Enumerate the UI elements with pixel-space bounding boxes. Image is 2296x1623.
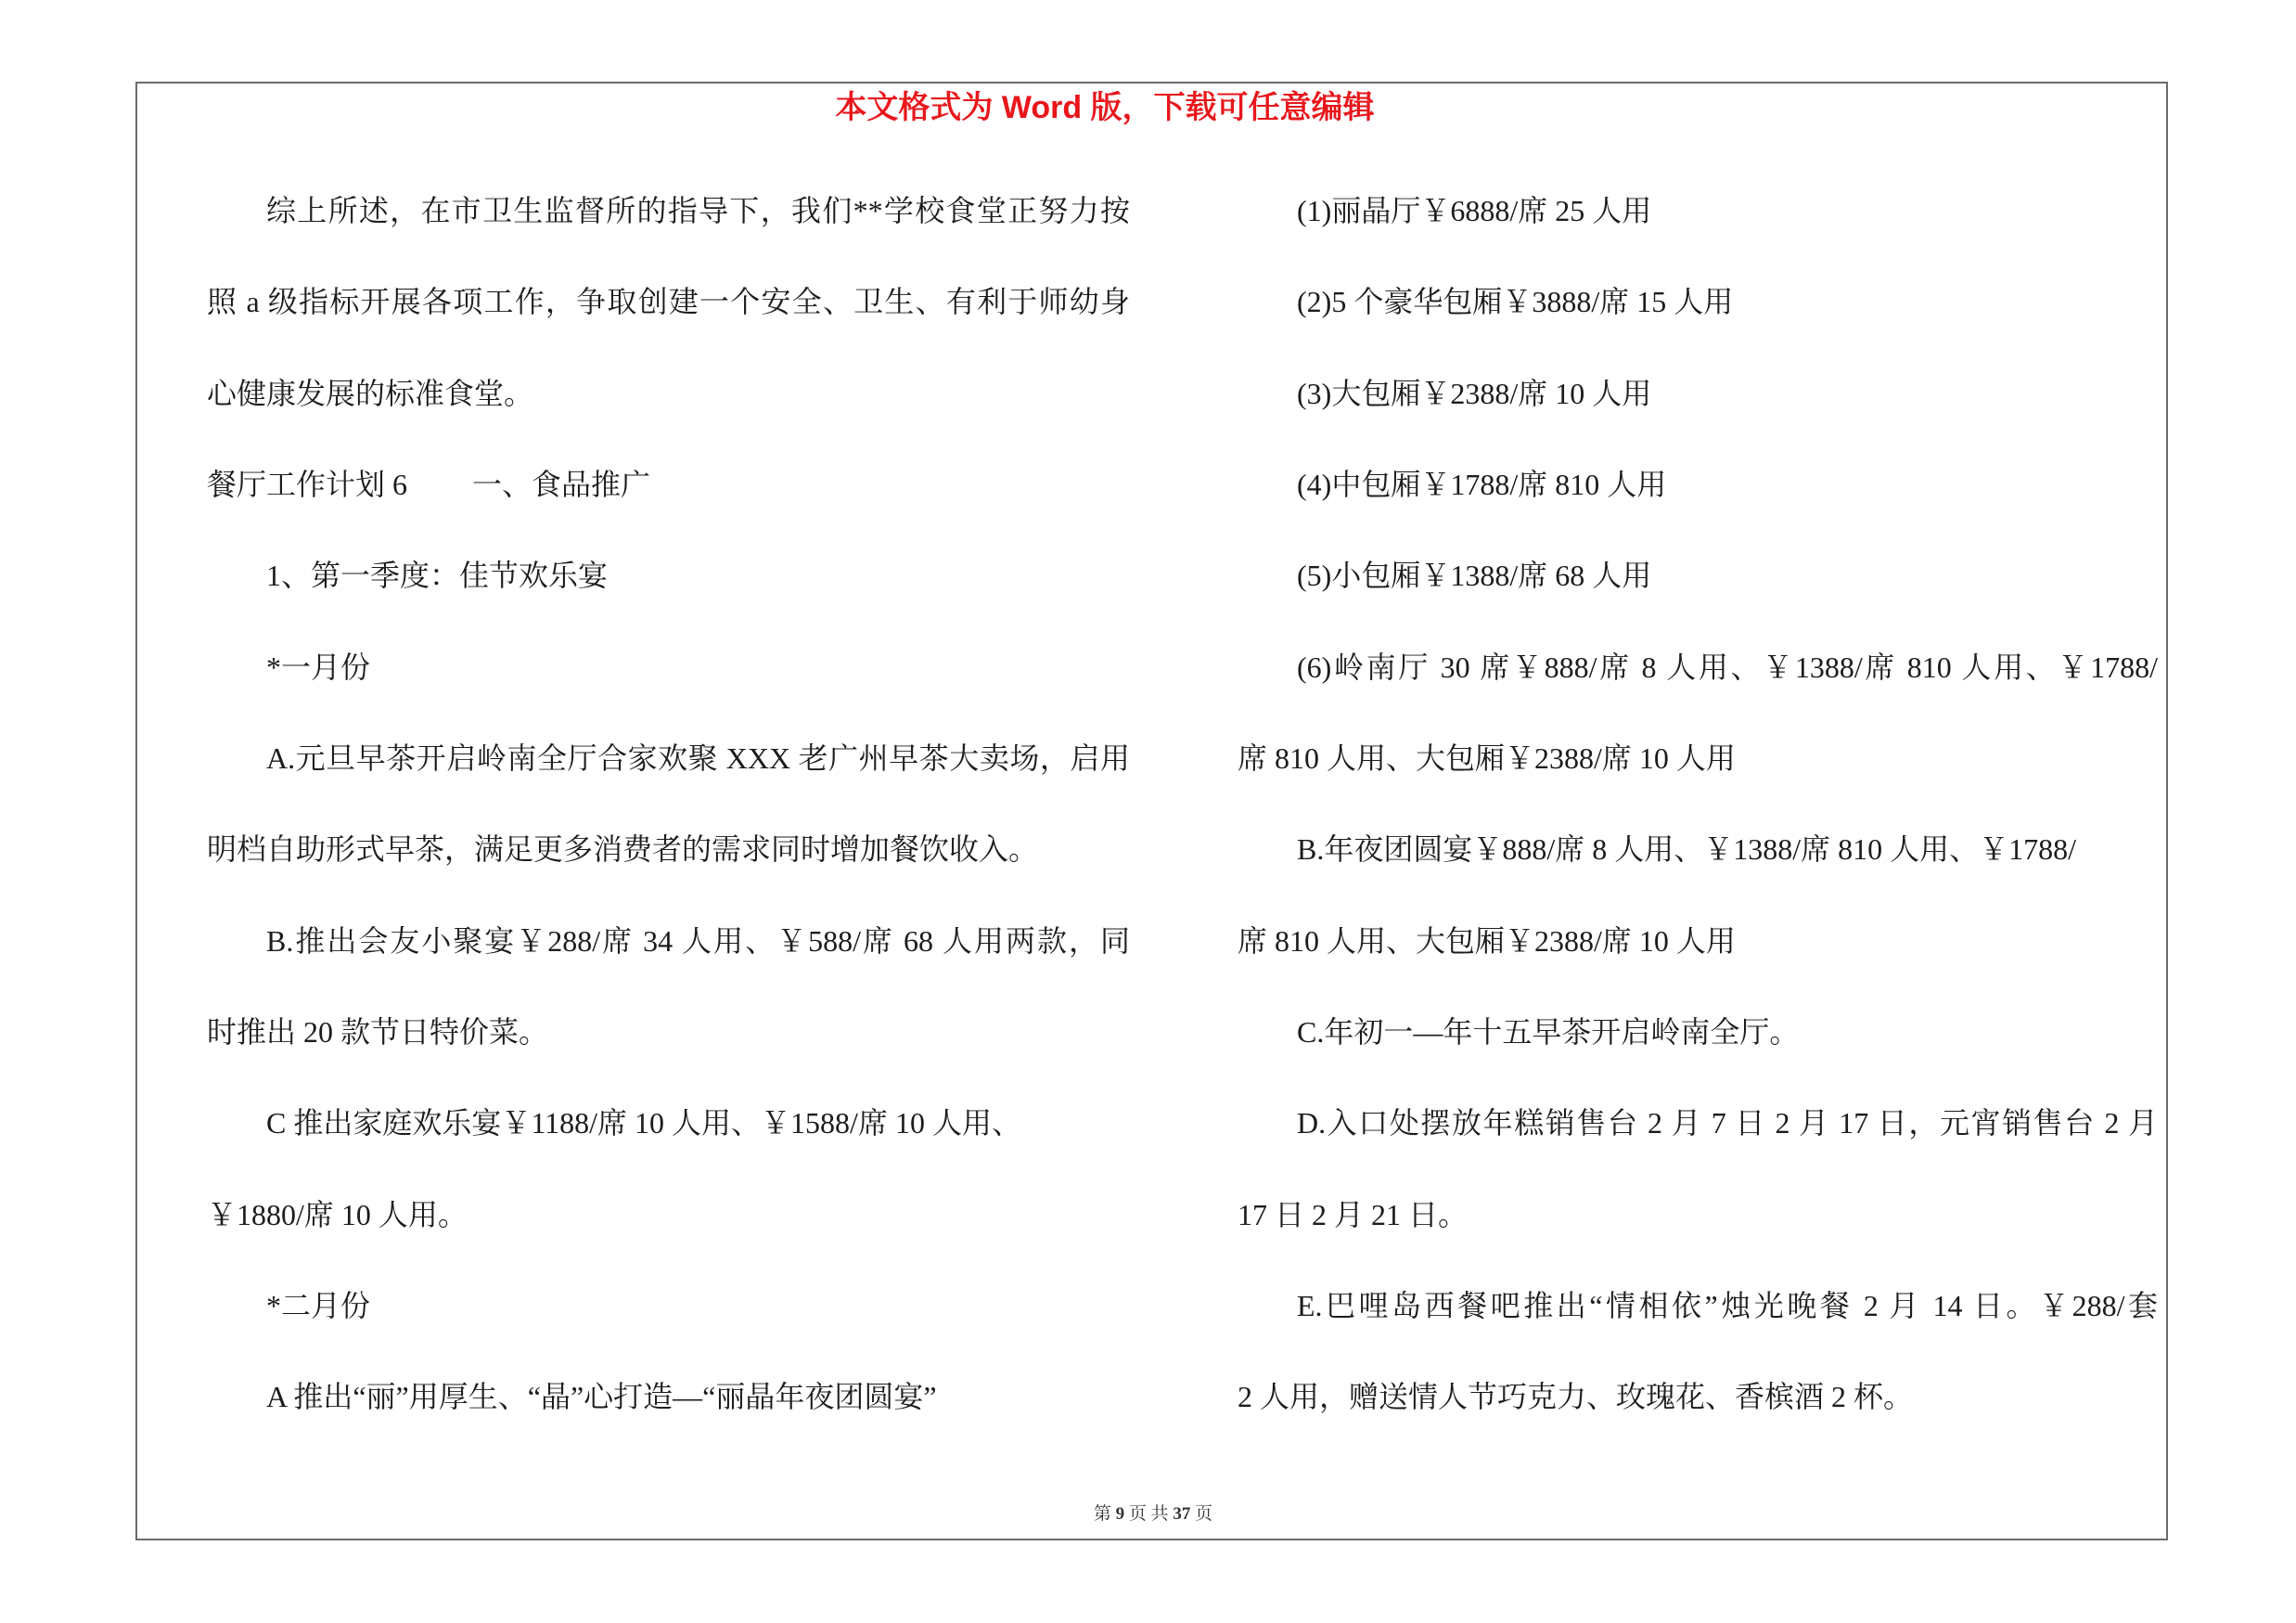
text-line: D.入口处摆放年糕销售台 2 月 7 日 2 月 17 日，元宵销售台 2 月 bbox=[1297, 1106, 2158, 1140]
page-number-prefix: 第 bbox=[1093, 1504, 1111, 1524]
text-line: C 推出家庭欢乐宴￥1188/席 10 人用、￥1588/席 10 人用、 bbox=[266, 1106, 1021, 1140]
text-line: A 推出“丽”用厚生、“晶”心打造—“丽晶年夜团圆宴” bbox=[266, 1380, 937, 1414]
section-title: 餐厅工作计划 6 bbox=[207, 468, 408, 502]
page-number-suffix: 页 bbox=[1195, 1504, 1213, 1524]
text-line: ￥1880/席 10 人用。 bbox=[207, 1197, 468, 1231]
text-line: B.年夜团圆宴￥888/席 8 人用、￥1388/席 810 人用、￥1788/ bbox=[1297, 832, 2077, 867]
text-line: (4)中包厢￥1788/席 810 人用 bbox=[1297, 468, 1667, 502]
text-line: (1)丽晶厅￥6888/席 25 人用 bbox=[1297, 194, 1652, 227]
text-line: 明档自助形式早茶，满足更多消费者的需求同时增加餐饮收入。 bbox=[207, 832, 1039, 867]
text-line: C.年初一—年十五早茶开启岭南全厅。 bbox=[1297, 1015, 1800, 1050]
section-title-line bbox=[207, 439, 1130, 530]
left-column bbox=[207, 165, 1130, 1443]
text-line: A.元旦早茶开启岭南全厅合家欢聚 XXX 老广州早茶大卖场，启用 bbox=[266, 741, 1130, 776]
total-pages: 37 bbox=[1173, 1504, 1191, 1524]
text-line: 综上所述，在市卫生监督所的指导下，我们**学校食堂正努力按 bbox=[266, 194, 1130, 227]
text-line: 1、第一季度：佳节欢乐宴 bbox=[266, 559, 609, 593]
text-line: 席 810 人用、大包厢￥2388/席 10 人用 bbox=[1238, 741, 1736, 776]
format-notice: 本文格式为 Word 版，下载可任意编辑 bbox=[835, 90, 1375, 125]
text-line: E.巴哩岛西餐吧推出“情相依”烛光晚餐 2 月 14 日。￥288/套 bbox=[1297, 1289, 2158, 1323]
text-line: 照 a 级指标开展各项工作，争取创建一个安全、卫生、有利于师幼身 bbox=[207, 285, 1130, 319]
text-line: 2 人用，赠送情人节巧克力、玫瑰花、香槟酒 2 杯。 bbox=[1238, 1380, 1914, 1414]
text-line: 席 810 人用、大包厢￥2388/席 10 人用 bbox=[1238, 923, 1736, 958]
page-number bbox=[968, 1503, 1339, 1526]
right-column bbox=[1238, 165, 2158, 1443]
text-line: (2)5 个豪华包厢￥3888/席 15 人用 bbox=[1297, 285, 1734, 319]
text-line: 17 日 2 月 21 日。 bbox=[1238, 1197, 1469, 1231]
text-line: 心健康发展的标准食堂。 bbox=[207, 376, 534, 410]
text-line: *二月份 bbox=[266, 1289, 371, 1323]
text-line: (3)大包厢￥2388/席 10 人用 bbox=[1297, 376, 1652, 410]
page-number-middle: 页 共 bbox=[1128, 1504, 1169, 1524]
text-line: *一月份 bbox=[266, 650, 371, 684]
text-line: 时推出 20 款节日特价菜。 bbox=[207, 1015, 549, 1050]
current-page: 9 bbox=[1115, 1504, 1125, 1524]
section-heading: 一、食品推广 bbox=[472, 468, 651, 502]
text-line: B.推出会友小聚宴￥288/席 34 人用、￥588/席 68 人用两款，同 bbox=[266, 923, 1130, 958]
text-line: (5)小包厢￥1388/席 68 人用 bbox=[1297, 559, 1652, 593]
text-line: (6)岭南厅 30 席￥888/席 8 人用、￥1388/席 810 人用、￥1788/ bbox=[1297, 650, 2158, 684]
